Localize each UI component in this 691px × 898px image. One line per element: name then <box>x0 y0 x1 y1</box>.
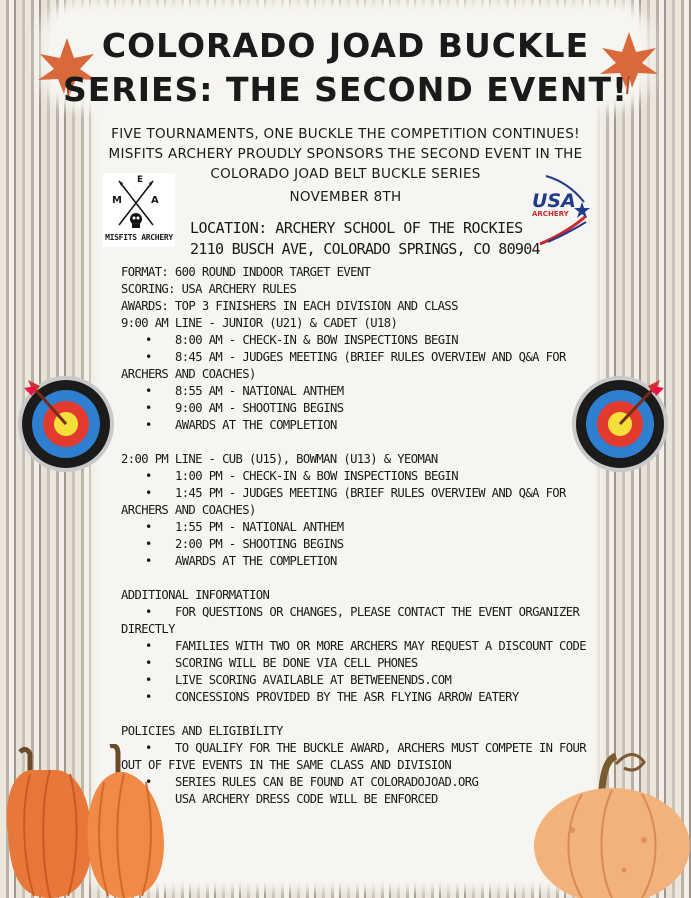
afternoon-item-1: • 1:00 PM - CHECK-IN & BOW INSPECTIONS BEGIN <box>121 468 611 485</box>
misfits-letter-m: M <box>112 195 122 206</box>
intro-line-2: MISFITS ARCHERY PROUDLY SPONSORS THE SECOND EVENT IN THE <box>108 146 583 162</box>
usa-logo-text: USA <box>532 190 576 212</box>
event-date: NOVEMBER 8TH <box>289 189 402 205</box>
awards-line: AWARDS: TOP 3 FINISHERS IN EACH DIVISION AND CLASS <box>121 299 458 313</box>
additional-item-1-cont: DIRECTLY <box>121 622 175 636</box>
afternoon-item-5: • AWARDS AT THE COMPLETION <box>121 553 611 570</box>
morning-item-5: • AWARDS AT THE COMPLETION <box>121 417 611 434</box>
morning-item-2: • 8:45 AM - JUDGES MEETING (BRIEF RULES OVERVIEW AND Q&A FOR <box>121 349 611 366</box>
additional-item-3: • SCORING WILL BE DONE VIA CELL PHONES <box>121 655 611 672</box>
usa-archery-logo <box>528 172 592 248</box>
event-details <box>121 264 611 808</box>
additional-item-1: • FOR QUESTIONS OR CHANGES, PLEASE CONTACT THE EVENT ORGANIZER <box>121 604 611 621</box>
afternoon-item-2: • 1:45 PM - JUDGES MEETING (BRIEF RULES OVERVIEW AND Q&A FOR <box>121 485 611 502</box>
morning-item-4: • 9:00 AM - SHOOTING BEGINS <box>121 400 611 417</box>
location-line-2: 2110 BUSCH AVE, COLORADO SPRINGS, CO 80904 <box>190 240 540 258</box>
policies-item-1-cont: OUT OF FIVE EVENTS IN THE SAME CLASS AND DIVISION <box>121 758 452 772</box>
afternoon-heading: 2:00 PM LINE - CUB (U15), BOWMAN (U13) & YEOMAN <box>121 452 438 466</box>
scoring-line: SCORING: USA ARCHERY RULES <box>121 282 297 296</box>
format-line: FORMAT: 600 ROUND INDOOR TARGET EVENT <box>121 265 371 279</box>
pumpkin-right-icon <box>532 750 691 898</box>
pumpkin-left-icon <box>0 744 170 898</box>
title-line-1: COLORADO JOAD BUCKLE <box>101 26 590 65</box>
usa-logo-sub: ARCHERY <box>532 210 569 218</box>
policies-item-1: • TO QUALIFY FOR THE BUCKLE AWARD, ARCHERS MUST COMPETE IN FOUR <box>121 740 611 757</box>
policies-heading: POLICIES AND ELIGIBILITY <box>121 724 283 738</box>
morning-heading: 9:00 AM LINE - JUNIOR (U21) & CADET (U18) <box>121 316 398 330</box>
policies-item-2: • SERIES RULES CAN BE FOUND AT COLORADOJOAD.ORG <box>121 774 611 791</box>
afternoon-item-3: • 1:55 PM - NATIONAL ANTHEM <box>121 519 611 536</box>
morning-item-2-cont: ARCHERS AND COACHES) <box>121 367 256 381</box>
additional-heading: ADDITIONAL INFORMATION <box>121 588 270 602</box>
misfits-letter-a: A <box>151 195 159 206</box>
policies-item-3: • USA ARCHERY DRESS CODE WILL BE ENFORCED <box>121 791 611 808</box>
additional-item-4: • LIVE SCORING AVAILABLE AT BETWEENENDS.COM <box>121 672 611 689</box>
misfits-letter-e: E <box>137 175 144 185</box>
additional-item-5: • CONCESSIONS PROVIDED BY THE ASR FLYING ARROW EATERY <box>121 689 611 706</box>
location-line-1: LOCATION: ARCHERY SCHOOL OF THE ROCKIES <box>190 219 523 237</box>
intro-line-1: FIVE TOURNAMENTS, ONE BUCKLE THE COMPETITION CONTINUES! <box>111 126 580 142</box>
additional-item-2: • FAMILIES WITH TWO OR MORE ARCHERS MAY REQUEST A DISCOUNT CODE <box>121 638 611 655</box>
title-line-2: SERIES: THE SECOND EVENT! <box>62 70 629 109</box>
afternoon-item-4: • 2:00 PM - SHOOTING BEGINS <box>121 536 611 553</box>
misfits-archery-logo <box>103 173 175 247</box>
afternoon-item-2-cont: ARCHERS AND COACHES) <box>121 503 256 517</box>
morning-item-3: • 8:55 AM - NATIONAL ANTHEM <box>121 383 611 400</box>
misfits-logo-text: MISFITS ARCHERY <box>105 233 173 242</box>
archery-target-left-icon <box>14 374 122 474</box>
morning-item-1: • 8:00 AM - CHECK-IN & BOW INSPECTIONS BEGIN <box>121 332 611 349</box>
intro-line-3: COLORADO JOAD BELT BUCKLE SERIES <box>210 166 481 182</box>
